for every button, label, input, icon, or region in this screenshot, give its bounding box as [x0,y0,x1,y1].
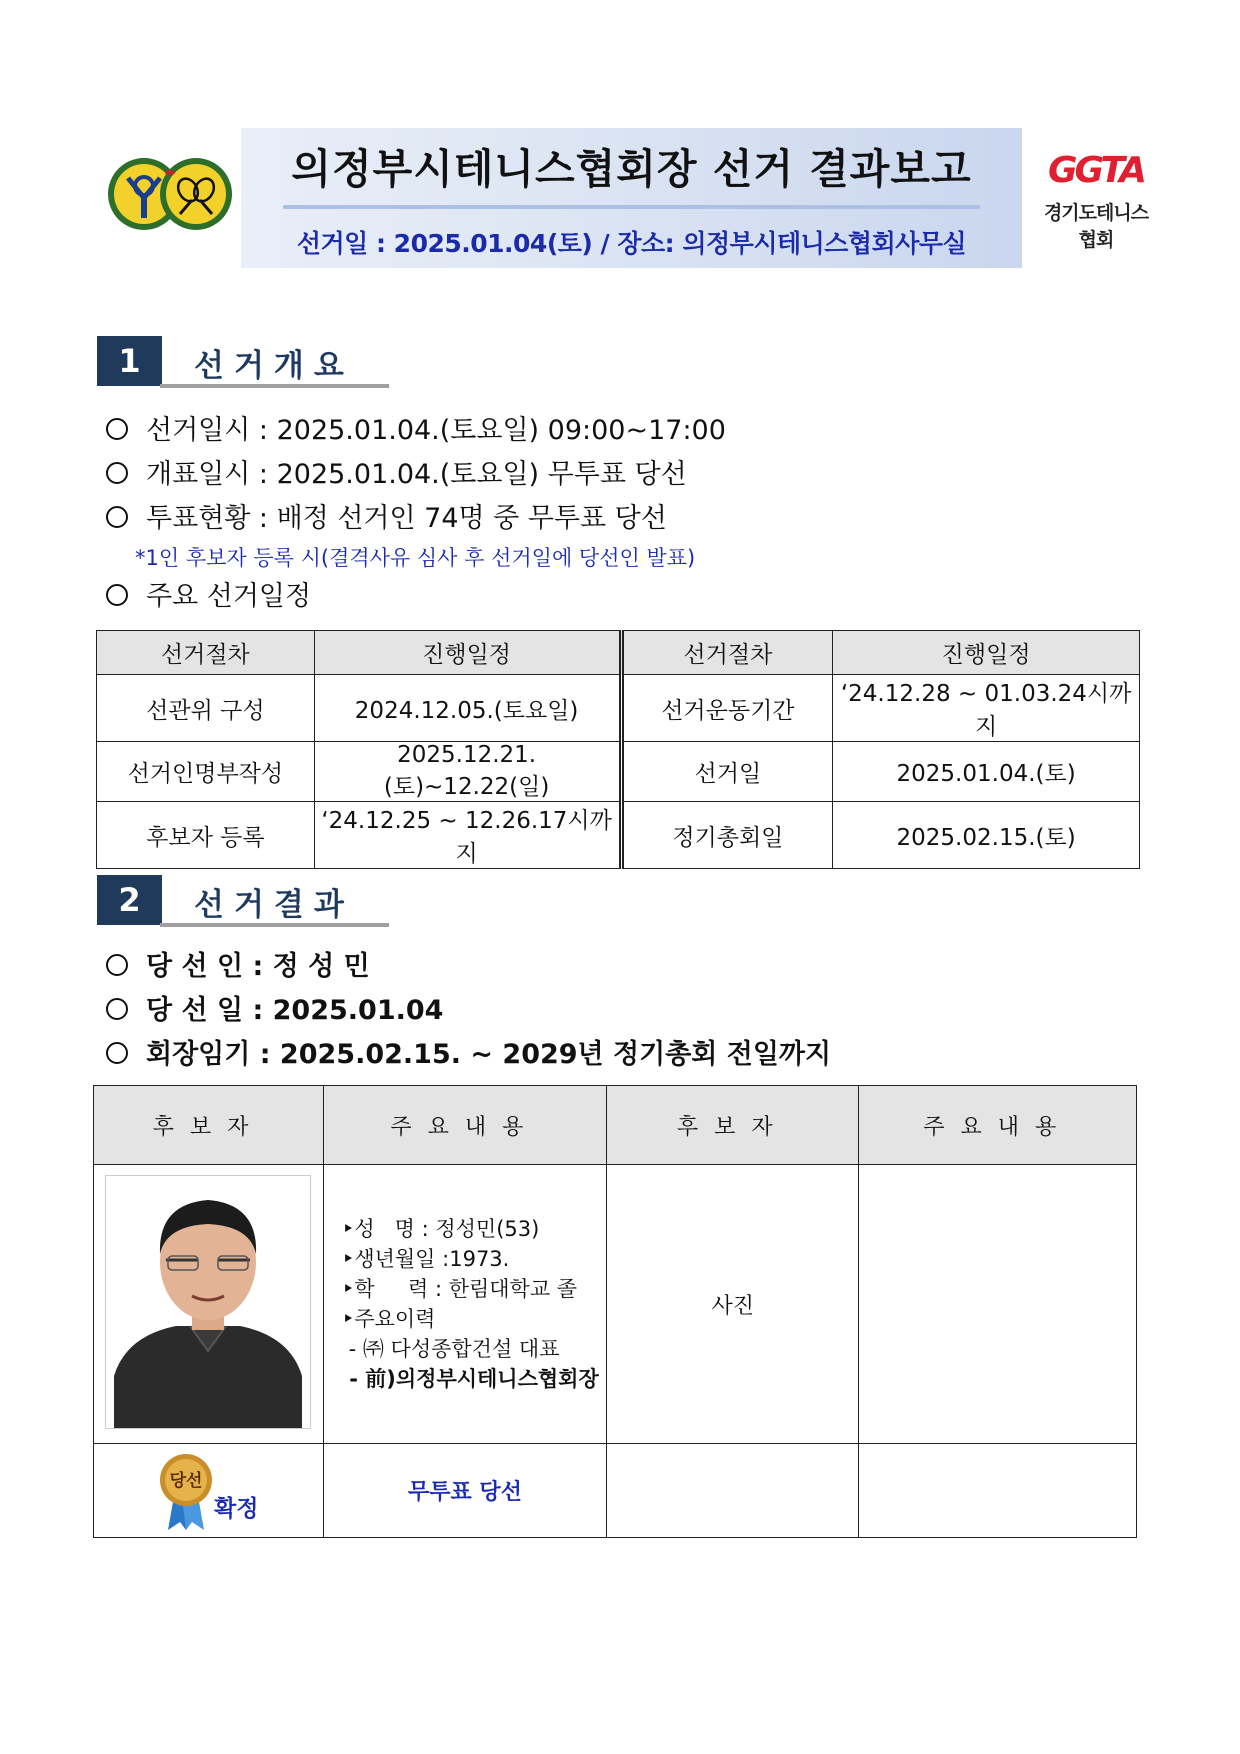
winner-medal-icon [156,1452,216,1532]
candidate-note: *1인 후보자 등록 시(결격사유 심사 후 선거일에 당선인 발표) [135,546,696,570]
result-label-cell [323,1444,606,1538]
header-cell: 선거절차 [97,631,315,675]
schedule-heading: 주요 선거일정 [106,574,311,613]
table-cell: 선거인명부작성 [97,742,315,802]
candidate-career-2: - 前)의정부시테니스협회장 [341,1367,599,1391]
schedule-table [96,630,1140,869]
result-row [94,1444,1137,1538]
circle-bullet-icon [106,998,128,1020]
section-1-underline [160,384,389,388]
table-cell: ‘24.12.28 ~ 01.03.24시까지 [833,675,1140,742]
title-banner [241,128,1022,268]
candidate-row [94,1165,1137,1444]
result-table [93,1085,1137,1538]
overview-item-3: 투표현황 : 배정 선거인 74명 중 무투표 당선 [106,496,667,535]
table-cell: 2025.12.21.(토)~12.22(일) [314,742,621,802]
circle-bullet-icon [106,1042,128,1064]
winner-name: 당 선 인 : 정 성 민 [106,944,370,983]
table-cell: 후보자 등록 [97,802,315,869]
section-1-number: 1 [97,336,162,386]
circle-bullet-icon [106,506,128,528]
circle-bullet-icon [106,418,128,440]
candidate-career-label: ‣주요이력 [341,1307,436,1331]
section-2-number: 2 [97,875,162,925]
candidate-photo [105,1175,311,1429]
section-2-title: 선거결과 [194,887,354,923]
header-cell: 주요내용 [323,1086,606,1165]
table-cell: 2025.02.15.(토) [833,802,1140,869]
table-cell: 2024.12.05.(토요일) [314,675,621,742]
overview-item-2: 개표일시 : 2025.01.04.(토요일) 무투표 당선 [106,452,687,491]
candidate-birth: ‣생년월일 :1973. [341,1247,510,1271]
circle-bullet-icon [106,954,128,976]
circle-bullet-icon [106,462,128,484]
term-of-office: 회장임기 : 2025.02.15. ~ 2029년 정기총회 전일까지 [106,1032,831,1071]
header-cell: 진행일정 [314,631,621,675]
table-cell: 2025.01.04.(토) [833,742,1140,802]
table-cell: 선거일 [621,742,833,802]
election-date-place: 선거일 : 2025.01.04(토) / 장소: 의정부시테니스협회사무실 [296,229,967,258]
winner-date: 당 선 일 : 2025.01.04 [106,988,443,1027]
header-cell: 선거절차 [621,631,833,675]
table-row [97,742,1140,802]
winner-medal-text: 당선 [169,1471,203,1491]
empty-cell [606,1444,859,1538]
empty-cell [859,1444,1137,1538]
candidate-info-cell [323,1165,606,1444]
uijeongbu-tennis-logo [106,148,234,240]
overview-item-1: 선거일시 : 2025.01.04.(토요일) 09:00~17:00 [106,408,726,447]
ggta-logo-subtitle: 경기도테니스협회 [1043,202,1149,251]
table-cell: ‘24.12.25 ~ 12.26.17시까지 [314,802,621,869]
photo-placeholder-cell [606,1165,859,1444]
confirmed-label: 확정 [214,1496,259,1522]
table-row [97,675,1140,742]
table-cell: 선거운동기간 [621,675,833,742]
header-cell: 진행일정 [833,631,1140,675]
table-row [97,802,1140,869]
winner-badge-cell [94,1444,324,1538]
table-cell: 선관위 구성 [97,675,315,742]
banner-divider [283,205,980,209]
section-2-underline [160,923,389,927]
schedule-header-row [97,631,1140,675]
page-title: 의정부시테니스협회장 선거 결과보고 [291,145,972,193]
candidate-photo-cell [94,1165,324,1444]
ggta-logo-text: GGTA [1047,150,1145,191]
header-cell: 후보자 [606,1086,859,1165]
circle-bullet-icon [106,584,128,606]
photo-placeholder-label: 사진 [711,1293,754,1319]
section-1-title: 선거개요 [194,348,354,384]
empty-info-cell [859,1165,1137,1444]
candidate-education: ‣학 력 : 한림대학교 졸 [341,1277,578,1301]
result-header-row [94,1086,1137,1165]
header-cell: 주요내용 [859,1086,1137,1165]
result-label: 무투표 당선 [407,1480,522,1505]
header-cell: 후보자 [94,1086,324,1165]
candidate-career-1: - ㈜ 다성종합건설 대표 [341,1337,560,1361]
table-cell: 정기총회일 [621,802,833,869]
candidate-name: ‣성 명 : 정성민(53) [341,1217,540,1241]
ggta-logo [1036,150,1156,251]
